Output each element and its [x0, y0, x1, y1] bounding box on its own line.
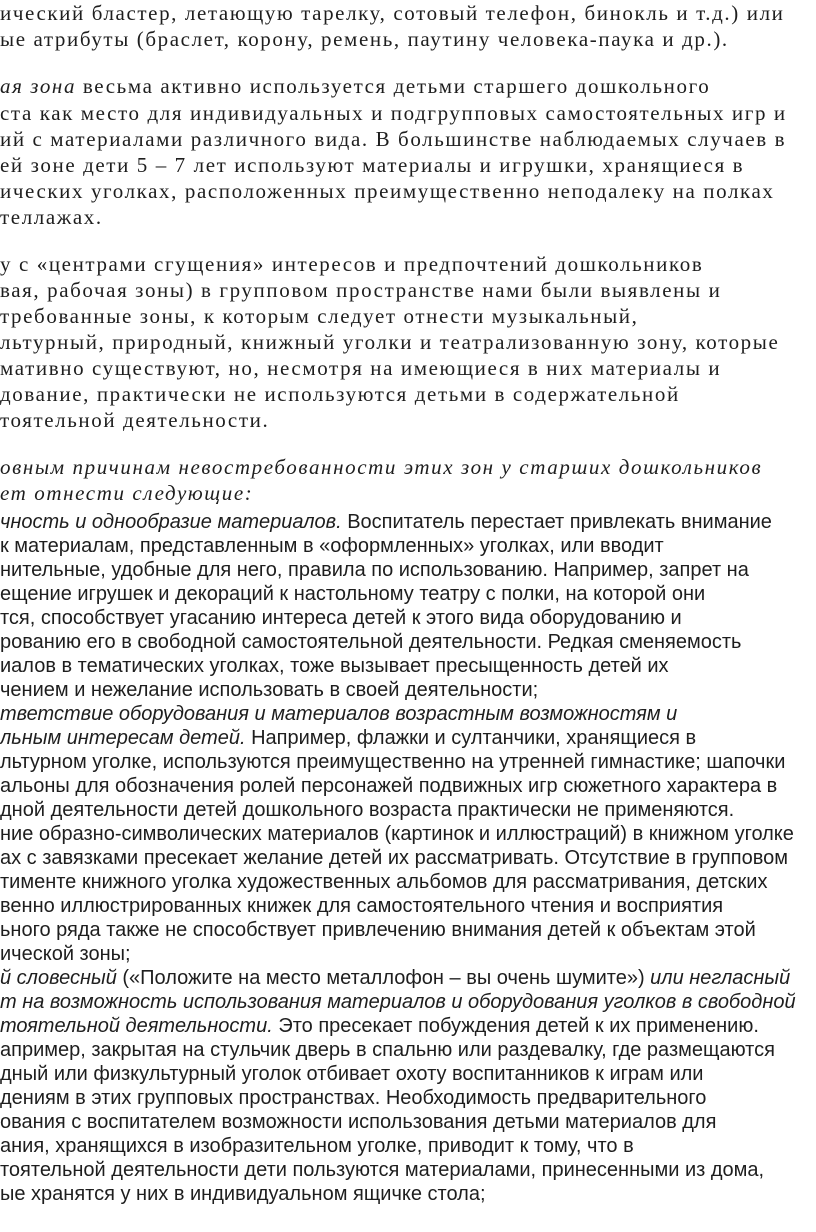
paragraph-3-line-6: дование, практически не используются детьми в содержательной	[0, 382, 680, 406]
paragraph-2-line-2: ста как место для индивидуальных и подгрупповых самостоятельных игр и	[0, 101, 787, 125]
paragraph-3-line-4: льтурный, природный, книжный уголки и театрализованную зону, которые	[0, 330, 780, 354]
list-item-2-line-9: венно иллюстрированных книжек для самостоятельного чтения и восприятия	[0, 895, 724, 917]
paragraph-2-line-6: теллажах.	[0, 205, 103, 229]
paragraph-2-line-3: ий с материалами различного вида. В большинстве наблюдаемых случаев в	[0, 127, 787, 151]
list-item-2-line-10: ьного ряда также не способствует привлечению внимания детей к объектам этой	[0, 919, 756, 941]
paragraph-3-line-5: мативно существуют, но, несмотря на имеющиеся в них материалы и	[0, 356, 722, 380]
list-item-2-line-8: тименте книжного уголка художественных альбомов для рассматривания, детских	[0, 871, 768, 893]
list-item-3-line-3	[0, 1016, 759, 1036]
list-item-1-line-3: нительные, удобные для него, правила по использованию. Например, запрет на	[0, 559, 749, 581]
list-item-3-line-5: дный или физкультурный уголок отбивает охоту воспитанников к играм или	[0, 1063, 704, 1085]
list-item-3-tail: или негласный	[644, 967, 791, 989]
list-item-3-lead: й словесный	[0, 967, 117, 989]
heading-line-1: овным причинам невостребованности этих зон у старших дошкольников	[0, 455, 763, 479]
paragraph-2-line-5: ических уголках, расположенных преимущественно неподалеку на полках	[0, 179, 775, 203]
list-item-3-lead-2: тоятельной деятельности.	[0, 1015, 273, 1037]
list-item-2-line-5: дной деятельности детей дошкольного возраста практически не применяются.	[0, 799, 735, 821]
paragraph-3-line-7: тоятельной деятельности.	[0, 408, 270, 432]
paragraph-3-line-2: вая, рабочая зоны) в групповом пространстве нами были выявлены и	[0, 278, 722, 302]
list-item-2-line-7: ах с завязками пресекает желание детей их рассматривать. Отсутствие в групповом	[0, 847, 788, 869]
heading-line-2: ет отнести следующие:	[0, 481, 254, 505]
list-item-1-lead: чность и однообразие материалов.	[0, 511, 342, 533]
list-item-2-line-4: альоны для обозначения ролей персонажей подвижных игр сюжетного характера в	[0, 775, 778, 797]
paragraph-2-line-1	[0, 76, 710, 97]
paragraph-3-line-1: у с «центрами сгущения» интересов и предпочтений дошкольников	[0, 252, 704, 276]
list-item-3-line-9: тоятельной деятельности дети пользуются материалами, принесенными из дома,	[0, 1159, 765, 1181]
list-item-1-line-8: чением и нежелание использовать в своей деятельности;	[0, 679, 539, 701]
list-item-1-line-5: тся, способствует угасанию интереса детей к этого вида оборудованию и	[0, 607, 682, 629]
list-item-3-line-10: ые хранятся у них в индивидуальном ящичке стола;	[0, 1183, 486, 1205]
paragraph-2-line-4: ей зоне дети 5 – 7 лет используют материалы и игрушки, хранящиеся в	[0, 153, 745, 177]
paragraph-3-line-3: требованные зоны, к которым следует отнести музыкальный,	[0, 304, 639, 328]
list-item-2-line-1: тветствие оборудования и материалов возрастным возможностям и	[0, 703, 678, 725]
list-item-3-line-7: ования с воспитателем возможности использования детьми материалов для	[0, 1111, 717, 1133]
list-item-3-line-1	[0, 968, 790, 988]
list-item-3-line-8: ания, хранящихся в изобразительном уголке, приводит к тому, что в	[0, 1135, 634, 1157]
list-item-2-line-11: ической зоны;	[0, 943, 131, 965]
list-item-1-line-6: рованию его в свободной самостоятельной деятельности. Редкая сменяемость	[0, 631, 742, 653]
list-item-1-line-2: к материалам, представленным в «оформленных» уголках, или вводит	[0, 535, 664, 557]
list-item-1-line-7: иалов в тематических уголках, тоже вызывает пресыщенность детей их	[0, 655, 669, 677]
list-item-2-line-2-rest: Например, флажки и султанчики, хранящиеся в	[245, 727, 697, 749]
list-item-2-line-6: ние образно-символических материалов (картинок и иллюстраций) в книжном уголке	[0, 823, 794, 845]
paragraph-2-line-1-rest: весьма активно используется детьми старшего дошкольного	[76, 74, 711, 98]
paragraph-1-line-2: ые атрибуты (браслет, корону, ремень, паутину человека-паука и др.).	[0, 27, 729, 51]
list-item-2-lead: льным интересам детей.	[0, 727, 246, 749]
list-item-3-line-4: апример, закрытая на стульчик дверь в спальню или раздевалку, где размещаются	[0, 1039, 775, 1061]
list-item-3-line-2: т на возможность использования материалов и оборудования уголков в свободной	[0, 991, 796, 1013]
list-item-1-line-1-rest: Воспитатель перестает привлекать внимание	[341, 511, 772, 533]
list-item-2-line-2	[0, 728, 696, 748]
zone-term: ая зона	[0, 74, 77, 98]
list-item-1-line-4: ещение игрушек и декораций к настольному театру с полки, на которой они	[0, 583, 706, 605]
list-item-3-line-6: дениям в этих групповых пространствах. Необходимость предварительного	[0, 1087, 707, 1109]
list-item-2-line-3: льтурном уголке, используются преимущественно на утренней гимнастике; шапочки	[0, 751, 786, 773]
list-item-1-line-1	[0, 512, 772, 532]
paragraph-1-line-1: ический бластер, летающую тарелку, сотовый телефон, бинокль и т.д.) или	[0, 1, 785, 25]
list-item-3-quote: («Положите на место металлофон – вы очень шумите»)	[116, 967, 645, 989]
list-item-3-line-3-rest: Это пресекает побуждения детей к их применению.	[272, 1015, 759, 1037]
